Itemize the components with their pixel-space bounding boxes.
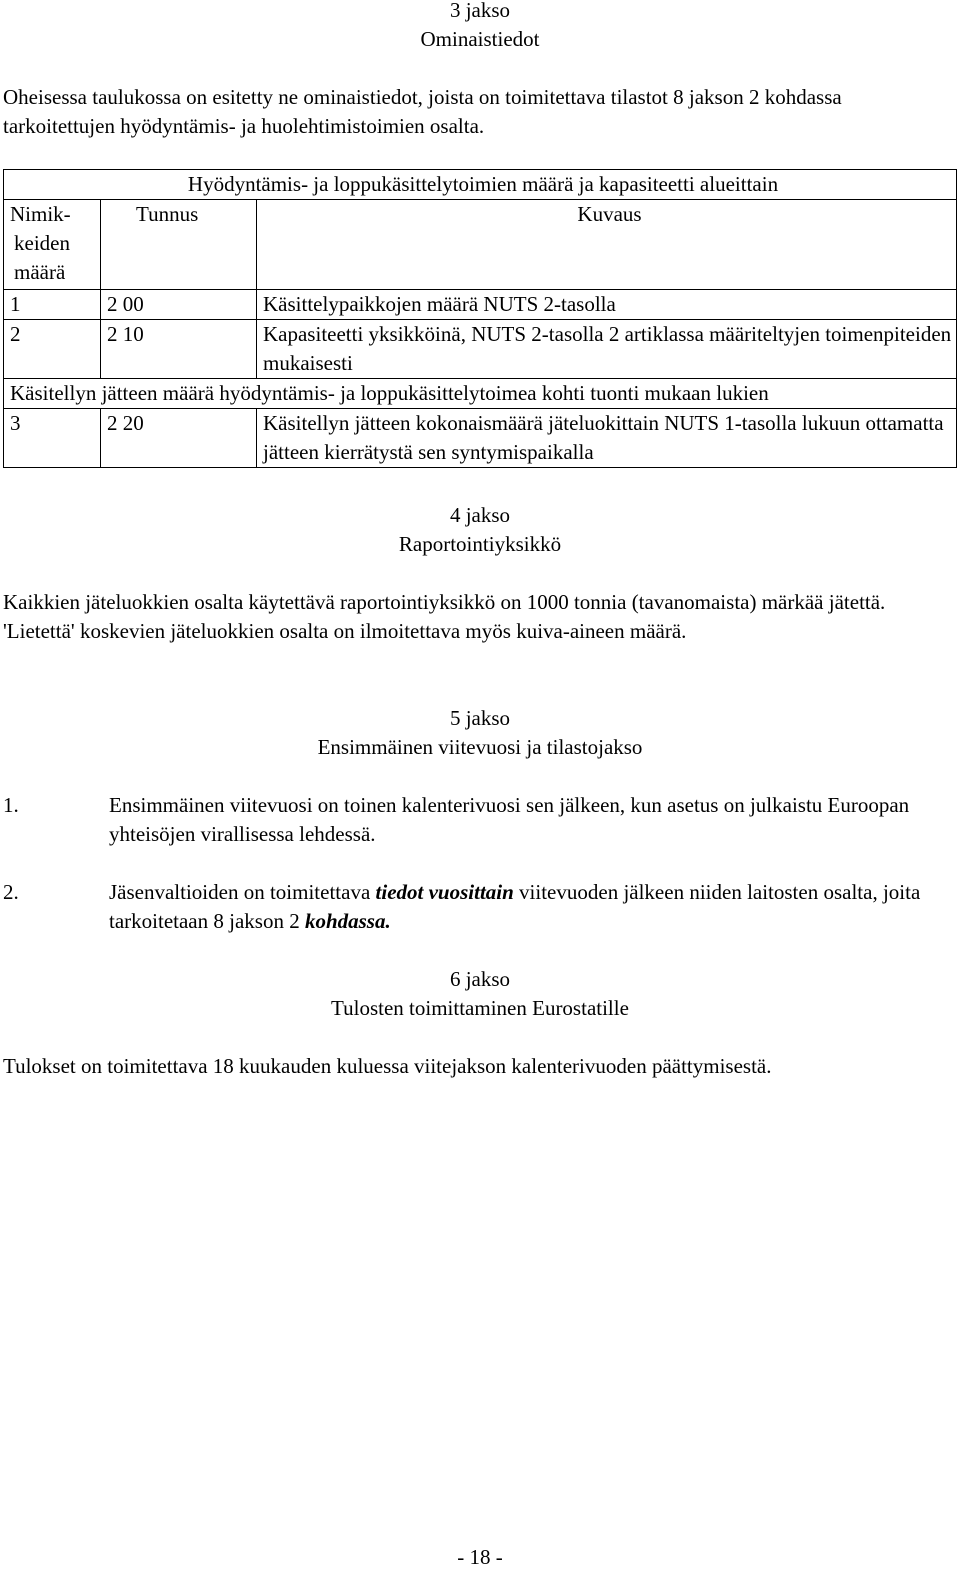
row-code: 2 20 xyxy=(101,409,257,468)
section-6-text: Tulokset on toimitettava 18 kuukauden kuluessa viitejakson kalenterivuoden päättymisestä. xyxy=(3,1054,772,1078)
emphasis-text: tiedot vuosittain xyxy=(375,880,514,904)
row-description: Käsittelypaikkojen määrä NUTS 2-tasolla xyxy=(257,290,957,320)
text-run: Jäsenvaltioiden on toimitettava xyxy=(109,880,376,904)
list-item-text xyxy=(109,878,943,936)
page-number: - 18 - xyxy=(457,1545,503,1569)
table-header-row xyxy=(4,200,957,290)
table-subtitle: Käsitellyn jätteen määrä hyödyntämis- ja loppukäsittelytoimea kohti tuonti mukaan lukien xyxy=(4,379,957,409)
header-count: Nimik- keiden määrä xyxy=(4,200,101,290)
row-code: 2 00 xyxy=(101,290,257,320)
row-number: 1 xyxy=(4,290,101,320)
section-4-text: Kaikkien jäteluokkien osalta käytettävä raportointiyksikkö on 1000 tonnia (tavanomaista) märkää jätettä. 'Lietettä' koskevien jäteluokkien osalta on ilmoitettava myös kuiva-aineen määrä. xyxy=(3,590,886,643)
table-title-row xyxy=(4,170,957,200)
emphasis-text: kohdassa. xyxy=(304,909,391,933)
table-subtitle-row xyxy=(4,379,957,409)
list-item xyxy=(3,791,943,849)
row-description: Käsitellyn jätteen kokonaismäärä jäteluokittain NUTS 1-tasolla lukuun ottamatta jätteen kierrätystä sen syntymispaikalla xyxy=(257,409,957,468)
section-3-subheading: Ominaistiedot xyxy=(420,27,540,51)
row-description: Kapasiteetti yksikköinä, NUTS 2-tasolla 2 artiklassa määriteltyjen toimenpiteiden mukaisesti xyxy=(257,320,957,379)
section-5-subheading: Ensimmäinen viitevuosi ja tilastojakso xyxy=(317,735,643,759)
header-code: Tunnus xyxy=(101,200,257,290)
table-row xyxy=(4,409,957,468)
list-item xyxy=(3,878,943,936)
list-marker: 1. xyxy=(3,793,19,817)
list-item-text: Ensimmäinen viitevuosi on toinen kalenterivuosi sen jälkeen, kun asetus on julkaistu Euroopan yhteisöjen virallisessa lehdessä. xyxy=(109,793,910,846)
list-marker: 2. xyxy=(3,880,19,904)
statistics-table xyxy=(3,169,957,468)
section-3-intro: Oheisessa taulukossa on esitetty ne ominaistiedot, joista on toimitettava tilastot 8 jakson 2 kohdassa tarkoitettujen hyödyntämis- ja huolehtimistoimien osalta. xyxy=(3,85,842,138)
section-5-heading: 5 jakso xyxy=(449,706,511,730)
numbered-list xyxy=(3,791,943,936)
row-number: 3 xyxy=(4,409,101,468)
table-row xyxy=(4,320,957,379)
section-4-heading: 4 jakso xyxy=(449,503,511,527)
section-4-subheading: Raportointiyksikkö xyxy=(398,532,562,556)
section-6-heading: 6 jakso xyxy=(449,967,511,991)
table-row xyxy=(4,290,957,320)
section-3-heading: 3 jakso xyxy=(449,0,511,22)
table-title: Hyödyntämis- ja loppukäsittelytoimien määrä ja kapasiteetti alueittain xyxy=(4,170,957,200)
section-6-subheading: Tulosten toimittaminen Eurostatille xyxy=(331,996,629,1020)
text-run: viitevuoden jälkeen niiden laitosten osalta, joita tarkoitetaan 8 jakson 2 xyxy=(109,880,921,933)
row-number: 2 xyxy=(4,320,101,379)
header-description: Kuvaus xyxy=(257,200,957,290)
row-code: 2 10 xyxy=(101,320,257,379)
